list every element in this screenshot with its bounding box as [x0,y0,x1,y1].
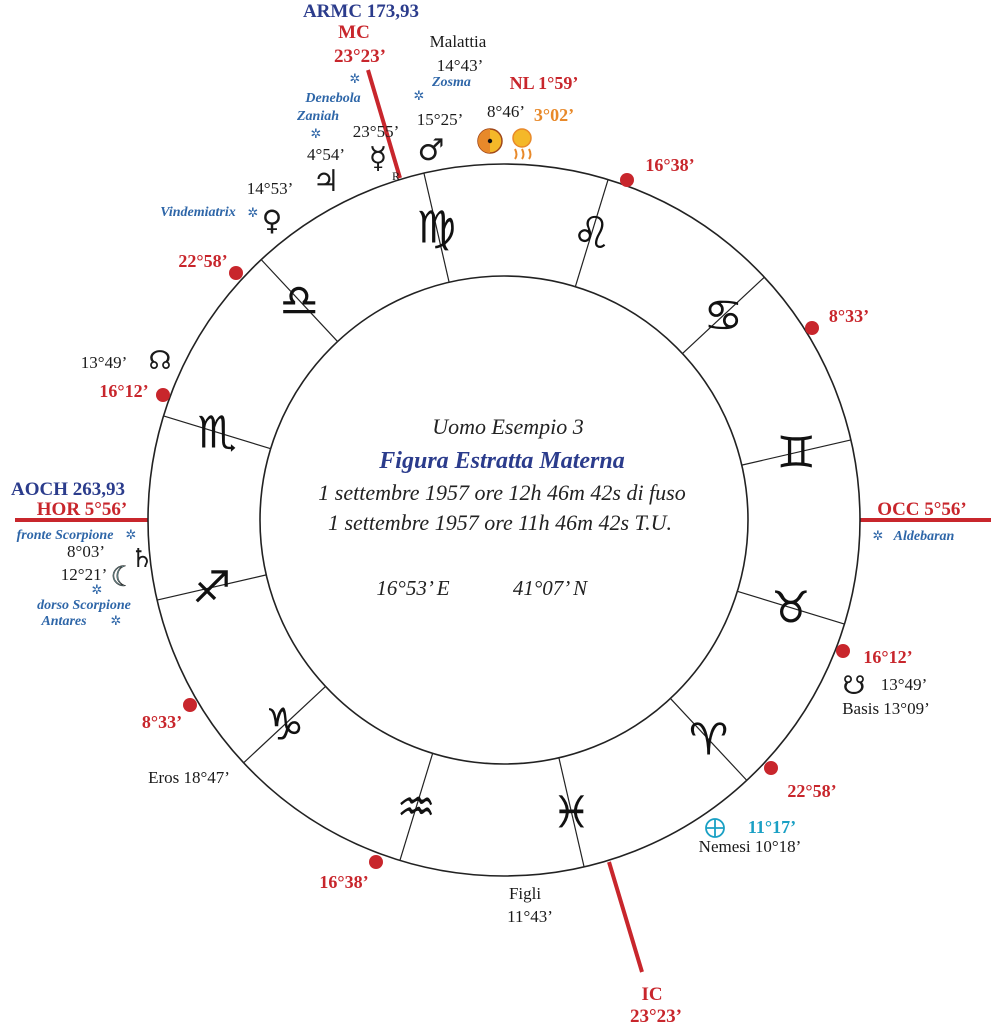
cusp-degree-5: 16°38’ [319,872,369,892]
sign-glyph-leone: ♌ [571,208,612,260]
star-icon-fronte: ✲ [125,528,137,543]
ic-axis-line [609,862,642,972]
venus-icon: ♀ [261,204,283,237]
vindemiatrix-label: Vindemiatrix [160,205,236,220]
aoch-label: AOCH 263,93 [11,479,125,500]
moon-icon: ☾ [110,560,136,593]
jupiter-degree: 4°54’ [307,145,345,164]
sign-glyph-pesci: ♓ [551,787,592,839]
cusp-dot-2 [805,321,819,335]
cusp-degree-4: 22°58’ [787,781,837,801]
subject-name: Uomo Esempio 3 [432,414,584,439]
south-node-degree: 13°49’ [880,675,928,694]
cusp-degree-3: 16°12’ [863,647,913,667]
denebola-label: Denebola [305,91,361,106]
sign-glyph-capricorno: ♑ [264,699,305,751]
mc-label: MC [338,22,370,43]
fronte-scorpione-label: fronte Scorpione [16,528,114,543]
sign-glyph-cancro: ♋ [703,290,744,342]
sign-glyph-acquario: ♒ [396,781,437,833]
star-icon-antares: ✲ [110,614,122,629]
zosma-label: Zosma [432,75,471,90]
sun-icon [478,129,502,153]
date-local: 1 settembre 1957 ore 12h 46m 42s di fuso [318,480,686,505]
figure-title: Figura Estratta Materna [379,448,625,474]
eros-label: Eros 18°47’ [148,768,230,787]
antares-label: Antares [41,614,87,629]
cusp-dot-3 [836,644,850,658]
north-node-icon: ☊ [148,346,172,376]
cusp-dot-7 [156,388,170,402]
ic-degree: 23°23’ [630,1006,682,1024]
mercury-degree: 23°55’ [352,122,400,141]
sign-glyph-bilancia: ♎ [279,275,320,327]
malattia-degree: 14°43’ [436,56,484,75]
date-ut: 1 settembre 1957 ore 11h 46m 42s T.U. [327,510,673,535]
cusp-dot-6 [183,698,197,712]
aldebaran-label: Aldebaran [893,529,955,544]
malattia-label: Malattia [429,32,487,51]
saturn-icon: ♄ [130,544,154,574]
north-node-degree: 13°49’ [80,353,128,372]
moon-degree: 12°21’ [60,565,108,584]
star-icon-mc: ✲ [349,72,361,87]
occ-label: OCC 5°56’ [877,499,967,520]
sign-glyph-sagittario: ♐ [191,562,232,614]
cusp-degree-8: 22°58’ [178,251,228,271]
south-node-icon: ☋ [842,671,866,701]
basis-label: Basis 13°09’ [842,699,930,718]
retrograde-marker: R [392,169,401,183]
saturn-degree: 8°03’ [67,542,105,561]
venus-degree: 14°53’ [246,179,294,198]
star-icon-aldebaran: ✲ [872,529,884,544]
lilith-icon [513,129,531,159]
part-of-fortune-icon [706,819,724,837]
armc-label: ARMC 173,93 [302,1,420,22]
sign-glyph-vergine: ♍ [416,202,457,254]
nl-label: NL 1°59’ [509,73,579,93]
cusp-degree-7: 16°12’ [99,381,149,401]
star-icon-zosma: ✲ [413,89,425,104]
cusp-degree-1: 16°38’ [645,155,695,175]
dorso-scorpione-label: dorso Scorpione [37,598,131,613]
sun-orange-degree: 3°02’ [533,105,575,125]
cusp-dot-8 [229,266,243,280]
mc-degree: 23°23’ [334,46,386,67]
star-icon-dorso: ✲ [91,583,103,598]
sun-degree: 8°46’ [487,102,525,121]
longitude: 16°53’ E [376,576,450,600]
sign-glyph-ariete: ♈ [688,714,729,766]
mars-degree: 15°25’ [416,110,464,129]
cusp-dot-1 [620,173,634,187]
sign-glyph-gemelli: ♊ [776,427,817,479]
jupiter-icon: ♃ [312,164,340,199]
cusp-degree-2: 8°33’ [828,306,870,326]
star-icon-vindemiatrix: ✲ [247,206,259,221]
latitude: 41°07’ N [512,576,588,600]
figli-label: Figli [508,884,542,903]
ic-label: IC [641,984,663,1005]
sign-glyph-toro: ♉ [771,582,811,634]
mars-icon: ♂ [417,133,445,168]
cusp-dot-4 [764,761,778,775]
cusp-degree-6: 8°33’ [141,712,183,732]
nemesi-label: Nemesi 10°18’ [698,837,802,856]
hor-label: HOR 5°56’ [36,499,128,520]
zaniah-label: Zaniah [296,109,340,124]
star-icon-zaniah: ✲ [310,127,322,142]
figli-degree: 11°43’ [507,907,553,926]
cusp-dot-5 [369,855,383,869]
fortune-degree: 11°17’ [747,817,797,837]
sign-glyph-scorpione: ♏ [197,407,237,459]
mercury-icon: ☿ [368,141,388,176]
